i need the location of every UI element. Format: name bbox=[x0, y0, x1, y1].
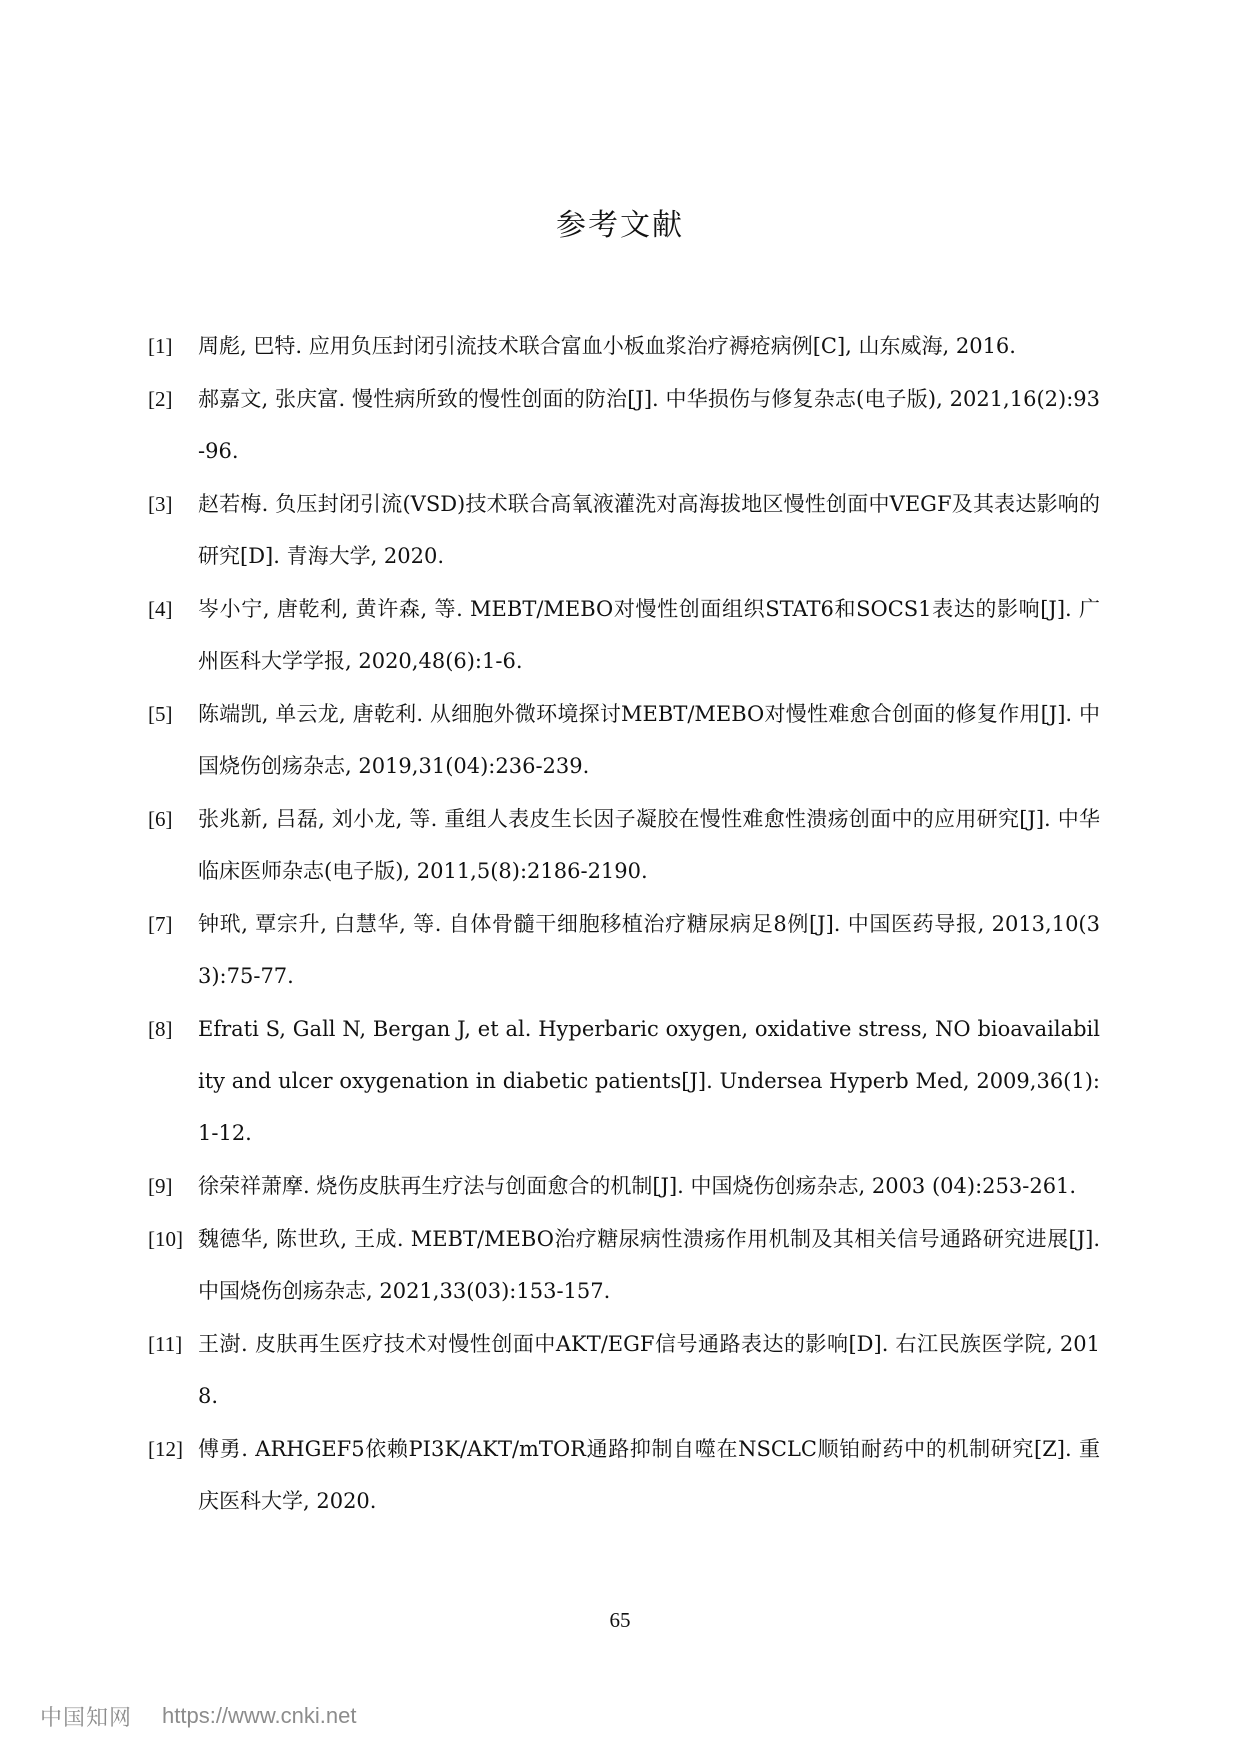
reference-number: [1] bbox=[148, 334, 173, 358]
reference-entry bbox=[148, 1003, 1100, 1159]
page-title: 参考文献 bbox=[556, 208, 684, 243]
reference-text: 郝嘉文, 张庆富. 慢性病所致的慢性创面的防治[J]. 中华损伤与修复杂志(电子版), 2021,16(2):93-96. bbox=[198, 387, 1100, 463]
page-number: 65 bbox=[609, 1608, 631, 1632]
reference-entry bbox=[148, 583, 1100, 687]
reference-entry bbox=[148, 1213, 1100, 1317]
reference-number: [10] bbox=[148, 1227, 183, 1251]
reference-entry bbox=[148, 320, 1100, 372]
reference-number: [4] bbox=[148, 597, 173, 621]
reference-text: 赵若梅. 负压封闭引流(VSD)技术联合高氧液灌洗对高海拔地区慢性创面中VEGF及其表达影响的研究[D]. 青海大学, 2020. bbox=[198, 492, 1100, 568]
watermark-url[interactable]: https://www.cnki.net bbox=[162, 1703, 357, 1728]
reference-text: 王澍. 皮肤再生医疗技术对慢性创面中AKT/EGF信号通路表达的影响[D]. 右江民族医学院, 2018. bbox=[198, 1332, 1100, 1408]
reference-list bbox=[148, 320, 1100, 1528]
reference-text: 钟玳, 覃宗升, 白慧华, 等. 自体骨髓干细胞移植治疗糖尿病足8例[J]. 中国医药导报, 2013,10(33):75-77. bbox=[198, 912, 1100, 988]
reference-entry bbox=[148, 1160, 1100, 1212]
reference-entry bbox=[148, 1318, 1100, 1422]
reference-number: [9] bbox=[148, 1174, 173, 1198]
cnki-watermark bbox=[40, 1700, 356, 1732]
reference-number: [7] bbox=[148, 912, 173, 936]
reference-entry bbox=[148, 793, 1100, 897]
reference-number: [6] bbox=[148, 807, 173, 831]
reference-number: [2] bbox=[148, 387, 173, 411]
reference-text: 徐荣祥萧摩. 烧伤皮肤再生疗法与创面愈合的机制[J]. 中国烧伤创疡杂志, 2003 (04):253-261. bbox=[198, 1174, 1077, 1198]
reference-text: 陈端凯, 单云龙, 唐乾利. 从细胞外微环境探讨MEBT/MEBO对慢性难愈合创面的修复作用[J]. 中国烧伤创疡杂志, 2019,31(04):236-239. bbox=[198, 702, 1100, 778]
reference-entry bbox=[148, 373, 1100, 477]
reference-entry bbox=[148, 1423, 1100, 1527]
reference-entry bbox=[148, 898, 1100, 1002]
reference-text: 傅勇. ARHGEF5依赖PI3K/AKT/mTOR通路抑制自噬在NSCLC顺铂耐药中的机制研究[Z]. 重庆医科大学, 2020. bbox=[198, 1437, 1100, 1513]
reference-number: [8] bbox=[148, 1017, 173, 1041]
reference-text: 魏德华, 陈世玖, 王成. MEBT/MEBO治疗糖尿病性溃疡作用机制及其相关信号通路研究进展[J]. 中国烧伤创疡杂志, 2021,33(03):153-157. bbox=[198, 1227, 1100, 1303]
reference-number: [5] bbox=[148, 702, 173, 726]
reference-text: 岑小宁, 唐乾利, 黄许森, 等. MEBT/MEBO对慢性创面组织STAT6和SOCS1表达的影响[J]. 广州医科大学学报, 2020,48(6):1-6. bbox=[198, 597, 1100, 673]
reference-number: [12] bbox=[148, 1437, 183, 1461]
reference-number: [11] bbox=[148, 1332, 183, 1356]
reference-number: [3] bbox=[148, 492, 173, 516]
reference-entry bbox=[148, 478, 1100, 582]
reference-text: 周彪, 巴特. 应用负压封闭引流技术联合富血小板血浆治疗褥疮病例[C], 山东威海, 2016. bbox=[198, 334, 1016, 358]
reference-entry bbox=[148, 688, 1100, 792]
reference-text: Efrati S, Gall N, Bergan J, et al. Hyperbaric oxygen, oxidative stress, NO bioavailability and ulcer oxygenation in diabetic patients[J]. Undersea Hyperb Med, 2009,36(1):1-12. bbox=[198, 1017, 1100, 1145]
reference-text: 张兆新, 吕磊, 刘小龙, 等. 重组人表皮生长因子凝胶在慢性难愈性溃疡创面中的应用研究[J]. 中华临床医师杂志(电子版), 2011,5(8):2186-2190. bbox=[198, 807, 1100, 883]
watermark-brand: 中国知网 bbox=[40, 1705, 133, 1731]
